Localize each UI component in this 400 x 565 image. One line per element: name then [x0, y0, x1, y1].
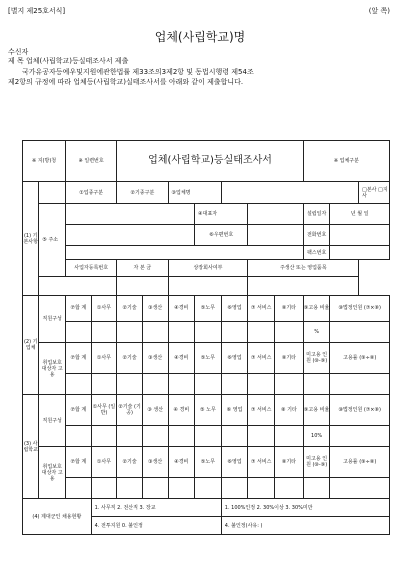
col-labor: ⑤노무 — [195, 295, 222, 321]
col-employ-rate: ⑨고용 비율 — [303, 295, 330, 321]
form-number: [별지 제25호서식] — [8, 7, 66, 15]
veteran-option-b: 4. 전투지원 0. 불인정 — [91, 517, 221, 535]
col-employ-rate: ⑨고용 비율 — [303, 395, 330, 426]
document-title: 업체(사립학교)명 — [154, 30, 246, 44]
phone-label: 전화번호 — [303, 225, 330, 246]
company-rate-value: % — [303, 321, 330, 342]
page-side: (앞 쪽) — [368, 7, 390, 15]
col-sales: ⑥ 영업 — [221, 395, 248, 426]
col-service: ⑦ 서비스 — [248, 343, 275, 374]
biz-number-label: 사업자등록번호 — [66, 260, 117, 277]
zip-label: ⑥우편번호 — [195, 225, 248, 246]
capital-label: 자 본 금 — [117, 260, 168, 277]
subject-line: 제 목 업체(사립학교)등실태조사서 제출 — [8, 57, 129, 65]
col-legal-quota: ⑩법정인원 (⑦×⑧) — [330, 295, 390, 321]
col-service: ⑦ 서비스 — [248, 295, 275, 321]
col-other: ⑧기타 — [275, 447, 304, 478]
col-sales: ⑥영업 — [221, 295, 248, 321]
protected-employment-label-3: 취업보호 대상자 고용 — [39, 447, 66, 499]
staff-composition-label-3: 직원구성 — [39, 395, 66, 447]
protected-employment-label-2: 취업보호 대상자 고용 — [39, 343, 66, 395]
col-sales: ⑥영업 — [221, 447, 248, 478]
main-product-label: 주생산 또는 영업품목 — [248, 260, 359, 277]
private-school-section-label: (3) 사립학교 — [23, 395, 39, 499]
col-hire-rate: 고용률 (⑨÷⑧) — [330, 447, 390, 478]
col-total: ⑦합 계 — [66, 295, 92, 321]
col-labor: ⑤노무 — [195, 343, 222, 374]
representative-label: ④대표자 — [195, 203, 248, 224]
veteran-hiring-label: (4) 제대군인 채용현황 — [23, 499, 92, 535]
col-production: ③생산 — [142, 343, 168, 374]
company-name-label: ③업체명 — [168, 182, 221, 203]
industry-mid-label: ②기종구분 — [117, 182, 168, 203]
school-rate-value: 10% — [303, 426, 330, 447]
col-security: ④경비 — [168, 295, 195, 321]
branch-checkbox[interactable]: □지사 — [362, 186, 388, 199]
col-office: ①사무 (일반) — [91, 395, 117, 426]
survey-form-table — [22, 140, 390, 535]
col-unemployed: 미고용 인원 (⑩-⑨) — [303, 447, 330, 478]
col-production: ③생산 — [142, 295, 168, 321]
form-header — [8, 6, 390, 16]
col-security: ④ 경비 — [168, 395, 195, 426]
survey-title: 업체(사립학교)등실태조사서 — [117, 141, 304, 182]
body-line-2: 제2항의 규정에 따라 업체등(사립학교)실태조사서를 아래와 같이 제출합니다. — [8, 78, 244, 86]
listed-label: 상장회사여부 — [168, 260, 248, 277]
col-total: ⑦합 계 — [66, 395, 92, 426]
col-total: ⑦합 계 — [66, 343, 92, 374]
col-office: ①사무 — [91, 295, 117, 321]
col-labor: ⑤노무 — [195, 447, 222, 478]
col-service: ⑦ 서비스 — [248, 395, 275, 426]
col-service: ⑦ 서비스 — [248, 447, 275, 478]
col-tech: ②기술 (기공) — [117, 395, 143, 426]
branch-checkboxes[interactable] — [359, 182, 390, 203]
col-legal-quota: ⑩법정인원 (⑦×⑧) — [330, 395, 390, 426]
col-security: ④경비 — [168, 343, 195, 374]
veteran-option-d: 4. 불인정(사유: ) — [221, 517, 389, 535]
est-date-value: 년 월 일 — [330, 203, 390, 224]
col-other: ⑧기타 — [275, 343, 304, 374]
col-office: ①사무 — [91, 447, 117, 478]
col-total: ⑦합 계 — [66, 447, 92, 478]
col-security: ④경비 — [168, 447, 195, 478]
est-date-label: 설립일자 — [303, 203, 330, 224]
company-type-label: ※ 업체구분 — [303, 141, 389, 182]
industry-large-label: ①업종구분 — [66, 182, 117, 203]
col-production: ③생산 — [142, 447, 168, 478]
col-other: ⑧기타 — [275, 295, 304, 321]
col-tech: ②기술 — [117, 343, 143, 374]
col-unemployed: 미고용 인원 (⑩-⑨) — [303, 343, 330, 374]
recipient-line: 수신자 — [8, 48, 29, 56]
col-other: ⑧ 기타 — [275, 395, 304, 426]
col-hire-rate: 고용률 (⑨÷⑧) — [330, 343, 390, 374]
basic-section-label: (1) 기본사항 — [23, 182, 39, 296]
body-line-1: 국가유공자등예우및지원에관한법률 제33조의3제2항 및 동법시행령 제54조 — [22, 68, 254, 76]
fax-label: 팩스번호 — [303, 246, 330, 260]
col-tech: ②기술 — [117, 447, 143, 478]
staff-composition-label-2: 직원구성 — [39, 295, 66, 342]
serial-number-label: ※ 일련번호 — [66, 141, 117, 182]
veteran-option-a: 1. 사무직 2. 전산직 3. 장교 — [91, 499, 221, 517]
company-section-label: (2) 기업체 — [23, 295, 39, 394]
col-tech: ②기술 — [117, 295, 143, 321]
veteran-option-c: 1. 100%인정 2. 30%이상 3. 30%미만 — [221, 499, 389, 517]
col-labor: ⑤ 노무 — [195, 395, 222, 426]
col-sales: ⑥영업 — [221, 343, 248, 374]
col-production: ③ 생산 — [142, 395, 168, 426]
col-office: ①사무 — [91, 343, 117, 374]
address-label: ⑤ 주소 — [39, 203, 66, 276]
hq-checkbox[interactable]: □본사 — [362, 186, 377, 193]
region-office-label: ※ 지(방)청 — [23, 141, 66, 182]
